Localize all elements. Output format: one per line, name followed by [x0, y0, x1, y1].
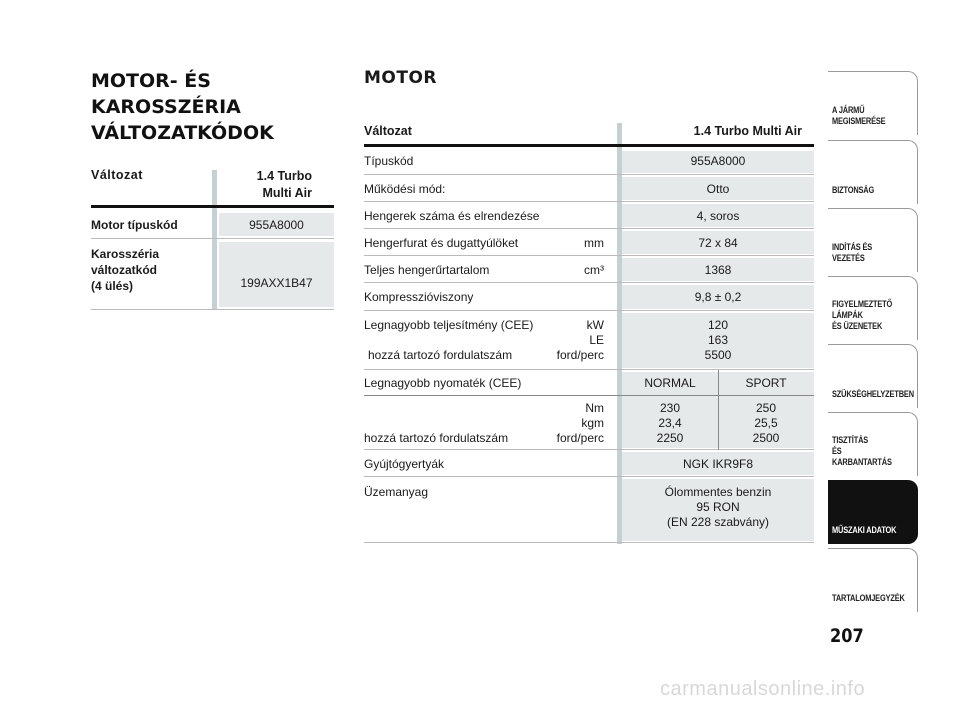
- mode-normal-label: NORMAL: [644, 376, 696, 390]
- row-label: Legnagyobb nyomaték (CEE): [364, 376, 522, 390]
- row-value: 163: [707, 333, 729, 347]
- tab-label: TISZTÍTÁS ÉS KARBANTARTÁS: [832, 435, 892, 468]
- table-row: [364, 256, 814, 283]
- codes-header-key: Változat: [91, 168, 143, 182]
- row-value: NGK IKR9F8: [682, 457, 754, 471]
- row-value: 199AXX1B47: [240, 276, 313, 290]
- sidebar-tab-maintenance[interactable]: [828, 412, 918, 476]
- row-key: Karosszéria változatkód (4 ülés): [91, 247, 160, 293]
- value-cell-bg: [219, 242, 334, 307]
- row-value: Otto: [706, 182, 730, 196]
- normal-value: 23,4: [658, 416, 682, 430]
- section-title-motor: MOTOR: [364, 68, 438, 88]
- row-label: Működési mód:: [364, 182, 446, 196]
- mode-column-divider: [718, 370, 719, 450]
- sidebar-tab-index[interactable]: [828, 548, 918, 612]
- row-value: 1368: [704, 263, 732, 277]
- row-value: 95 RON: [696, 500, 740, 514]
- tab-label: FIGYELMEZTETŐ LÁMPÁK ÉS ÜZENETEK: [832, 299, 893, 332]
- row-value: Ólommentes benzin: [664, 485, 772, 499]
- sidebar-tab-technical-data[interactable]: [828, 480, 918, 544]
- motor-table-header: [364, 124, 814, 147]
- sport-value: 25,5: [754, 416, 778, 430]
- tab-label: INDÍTÁS ÉS VEZETÉS: [832, 242, 873, 264]
- tab-label: MŰSZAKI ADATOK: [832, 525, 897, 536]
- table-row: [364, 477, 814, 543]
- table-row: [364, 396, 814, 450]
- table-row: [364, 148, 814, 175]
- row-sublabel: hozzá tartozó fordulatszám: [364, 431, 509, 445]
- sidebar-tab-driving[interactable]: [828, 208, 918, 272]
- sidebar-tab-safety[interactable]: [828, 140, 918, 204]
- table-row: [364, 283, 814, 311]
- row-label: Legnagyobb teljesítmény (CEE): [364, 318, 534, 332]
- row-label: Gyújtógyertyák: [364, 457, 445, 471]
- tab-label: SZÜKSÉGHELYZETBEN: [832, 389, 914, 400]
- row-unit: LE: [589, 333, 604, 347]
- row-label: Üzemanyag: [364, 485, 429, 499]
- row-value: 955A8000: [249, 218, 304, 232]
- row-label: Hengerek száma és elrendezése: [364, 209, 540, 223]
- row-unit: kgm: [581, 416, 604, 430]
- header-key: Változat: [364, 124, 412, 138]
- header-value: 1.4 Turbo Multi Air: [693, 124, 802, 138]
- codes-header-value: 1.4 Turbo Multi Air: [256, 169, 312, 200]
- row-value: (EN 228 szabvány): [666, 515, 770, 529]
- row-label: Teljes hengerűrtartalom: [364, 263, 490, 277]
- row-unit: ford/perc: [556, 348, 604, 362]
- table-row: [91, 211, 334, 239]
- row-unit: ford/perc: [556, 431, 604, 445]
- sport-value: 2500: [752, 431, 780, 445]
- row-value: 4, soros: [696, 209, 740, 223]
- tab-label: A JÁRMŰ MEGISMERÉSE: [832, 105, 886, 127]
- page-number: 207: [830, 625, 864, 647]
- table-row: [364, 370, 814, 396]
- table-row: [364, 229, 814, 256]
- normal-value: 230: [659, 401, 681, 415]
- section-title-codes: MOTOR- ÉS KAROSSZÉRIA VÁLTOZATKÓDOK: [91, 70, 274, 144]
- table-row: [91, 240, 334, 310]
- row-value: 120: [707, 318, 729, 332]
- tab-label: BIZTONSÁG: [832, 185, 875, 196]
- row-unit: mm: [584, 236, 604, 250]
- row-value: 9,8 ± 0,2: [694, 290, 742, 304]
- mode-sport-label: SPORT: [745, 376, 787, 390]
- tab-label: TARTALOMJEGYZÉK: [832, 593, 905, 604]
- table-row: [364, 450, 814, 477]
- row-unit: kW: [586, 318, 604, 332]
- row-key: Motor típuskód: [91, 218, 178, 232]
- row-value: 955A8000: [690, 154, 746, 168]
- table-row: [364, 202, 814, 229]
- watermark: carmanualsonline.info: [660, 678, 866, 700]
- codes-table-header: [91, 168, 334, 208]
- table-row: [364, 311, 814, 370]
- table-row: [364, 175, 814, 202]
- sport-value: 250: [755, 401, 777, 415]
- row-value: 72 x 84: [698, 236, 738, 250]
- row-value: 5500: [704, 348, 732, 362]
- row-label: Típuskód: [364, 154, 414, 168]
- sidebar-tab-vehicle[interactable]: [828, 71, 918, 135]
- sidebar-tab-warnings[interactable]: [828, 276, 918, 340]
- row-sublabel: hozzá tartozó fordulatszám: [368, 348, 513, 362]
- row-unit: cm³: [584, 263, 604, 277]
- row-label: Hengerfurat és dugattyúlöket: [364, 236, 519, 250]
- row-unit: Nm: [585, 401, 604, 415]
- sidebar-tab-emergency[interactable]: [828, 344, 918, 408]
- row-label: Kompresszióviszony: [364, 290, 474, 304]
- normal-value: 2250: [656, 431, 684, 445]
